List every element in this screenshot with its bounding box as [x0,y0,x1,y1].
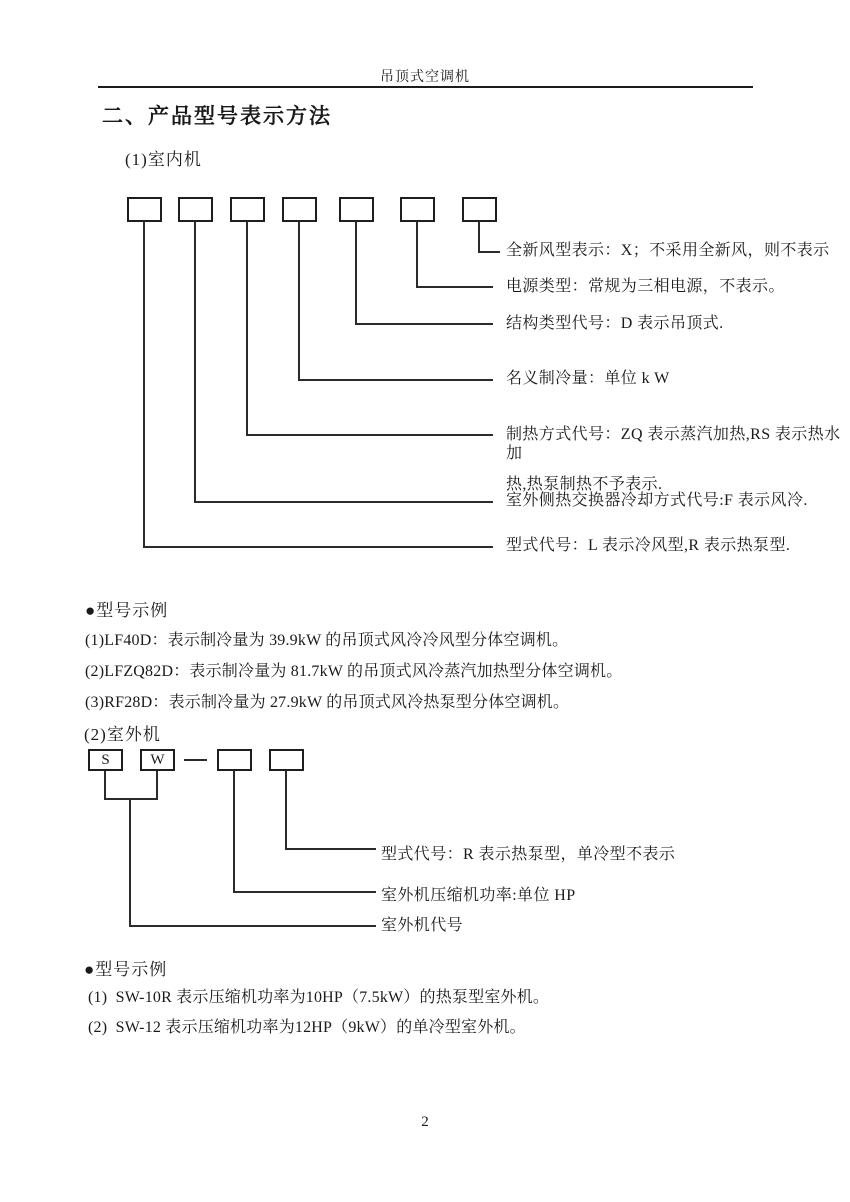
outdoor-box-s-letter: S [101,751,110,768]
indoor-code-box-1 [127,197,162,222]
indoor-heading: (1)室内机 [125,150,202,169]
indoor-connector-h4 [298,379,493,381]
indoor-code-box-4 [282,197,317,222]
indoor-code-box-5 [339,197,374,222]
indoor-connector-h5 [355,323,493,325]
outdoor-examples-heading: ●型号示例 [84,960,168,979]
indoor-connector-v4 [298,221,300,381]
indoor-connector-v1 [143,221,145,548]
outdoor-connector-vs [104,771,106,800]
indoor-example-3: (3)RF28D：表示制冷量为 27.9kW 的吊顶式风冷热泵型分体空调机。 [85,694,570,711]
indoor-connector-h7 [478,251,500,253]
indoor-connector-h6 [416,286,493,288]
indoor-label-structure: 结构类型代号：D 表示吊顶式. [506,315,724,332]
outdoor-connector-h-compressor [233,891,376,893]
outdoor-code-box-4 [269,749,304,771]
outdoor-label-unit-code: 室外机代号 [381,917,464,934]
outdoor-example-2: (2) SW-12 表示压缩机功率为12HP（9kW）的单冷型室外机。 [88,1019,526,1036]
outdoor-dash [184,759,207,761]
header-rule [98,86,753,88]
outdoor-connector-h-unit-code [129,925,376,927]
indoor-label-power: 电源类型：常规为三相电源，不表示。 [506,278,785,295]
outdoor-connector-v3 [233,771,235,893]
indoor-code-box-7 [462,197,497,222]
outdoor-example-1: (1) SW-10R 表示压缩机功率为10HP（7.5kW）的热泵型室外机。 [88,989,550,1006]
indoor-connector-v7 [478,221,480,253]
indoor-code-box-6 [400,197,435,222]
indoor-connector-v3 [246,221,248,436]
page-header: 吊顶式空调机 [380,70,470,85]
indoor-label-heating-line2: 热,热泵制热不予表示. [506,476,663,493]
outdoor-box-w-letter: W [150,751,165,768]
indoor-connector-h2 [194,501,493,503]
page-number: 2 [421,1114,429,1130]
outdoor-code-box-3 [217,749,252,771]
indoor-connector-v2 [194,221,196,503]
outdoor-connector-bracket [104,798,158,800]
outdoor-connector-vsw [129,798,131,927]
indoor-label-heating-line1: 制热方式代号：ZQ 表示蒸汽加热,RS 表示热水加 [506,426,841,462]
indoor-connector-v5 [355,221,357,325]
outdoor-code-box-w [140,749,175,771]
outdoor-connector-vw [156,771,158,800]
indoor-connector-h3 [246,434,493,436]
indoor-code-box-2 [178,197,213,222]
outdoor-heading: (2)室外机 [84,725,161,744]
outdoor-connector-v4 [285,771,287,850]
indoor-label-heating [506,425,846,494]
outdoor-label-compressor: 室外机压缩机功率:单位 HP [381,887,576,904]
outdoor-label-type-code: 型式代号：R 表示热泵型，单冷型不表示 [381,846,676,863]
indoor-label-heat-exchanger: 室外侧热交换器冷却方式代号:F 表示风冷. [506,492,808,509]
indoor-code-box-3 [230,197,265,222]
indoor-example-2: (2)LFZQ82D：表示制冷量为 81.7kW 的吊顶式风冷蒸汽加热型分体空调机。 [85,663,623,680]
indoor-connector-h1 [143,546,493,548]
indoor-label-type-code: 型式代号：L 表示冷风型,R 表示热泵型. [506,537,791,554]
indoor-examples-heading: ●型号示例 [85,601,169,620]
indoor-example-1: (1)LF40D：表示制冷量为 39.9kW 的吊顶式风冷冷风型分体空调机。 [85,632,569,649]
indoor-connector-v6 [416,221,418,288]
indoor-label-fresh-air: 全新风型表示：X；不采用全新风，则不表示 [506,242,830,259]
outdoor-connector-h-type [285,848,376,850]
indoor-label-capacity: 名义制冷量：单位 k W [506,370,670,387]
section-title: 二、产品型号表示方法 [102,105,332,128]
outdoor-code-box-s [88,749,123,771]
